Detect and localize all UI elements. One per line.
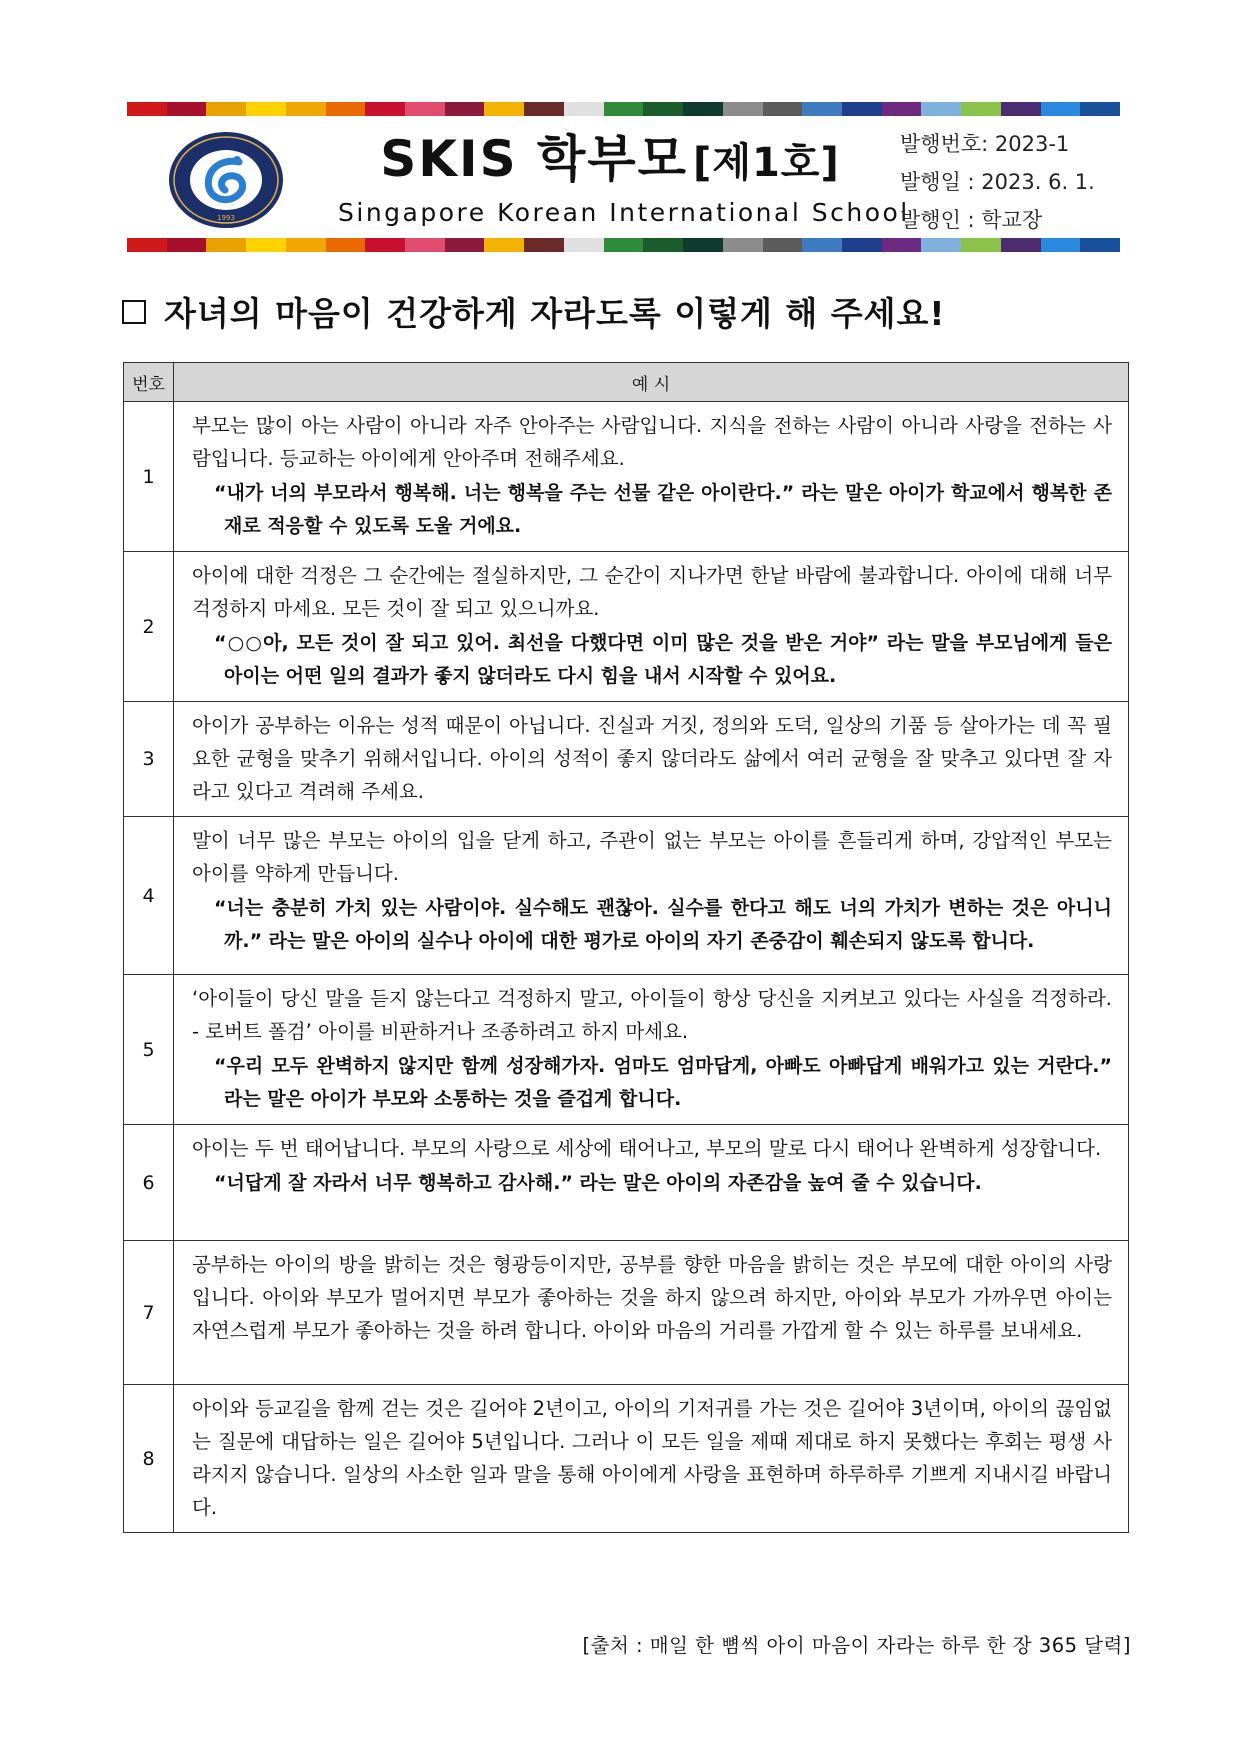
- stripe-segment: [405, 238, 445, 252]
- example-text: ‘아이들이 당신 말을 듣지 않는다고 걱정하지 말고, 아이들이 항상 당신을 지켜보고 있다는 사실을 걱정하라. - 로버트 폴검’ 아이를 비판하거나 조종하려고 하지 마세요.: [192, 987, 1112, 1043]
- publication-number: 발행번호: 2023-1: [900, 132, 1070, 156]
- stripe-segment: [723, 102, 763, 116]
- stripe-segment: [1001, 238, 1041, 252]
- stripe-segment: [1041, 238, 1081, 252]
- stripe-segment: [524, 238, 564, 252]
- row-number: 3: [124, 702, 174, 817]
- stripe-segment: [763, 102, 803, 116]
- row-number: 7: [124, 1241, 174, 1385]
- example-text: 부모는 많이 아는 사람이 아니라 자주 안아주는 사람입니다. 지식을 전하는 사람이 아니라 사랑을 전하는 사람입니다. 등교하는 아이에게 안아주며 전해주세요.: [192, 414, 1112, 470]
- example-quote: “우리 모두 완벽하지 않지만 함께 성장해가자. 엄마도 엄마답게, 아빠도 아빠답게 배워가고 있는 거란다.” 라는 말은 아이가 부모와 소통하는 것을 즐겁게 합니다.: [214, 1055, 1112, 1110]
- stripe-segment: [206, 238, 246, 252]
- stripe-segment: [246, 102, 286, 116]
- row-content: [174, 1241, 1129, 1385]
- issue-number: [제1호]: [693, 140, 840, 186]
- row-content: [174, 402, 1129, 552]
- stripe-segment: [921, 238, 961, 252]
- color-stripe-bottom: [127, 238, 1120, 252]
- school-name: Singapore Korean International School: [338, 198, 910, 227]
- stripe-segment: [326, 102, 366, 116]
- stripe-segment: [286, 238, 326, 252]
- stripe-segment: [127, 102, 167, 116]
- example-text: 말이 너무 많은 부모는 아이의 입을 닫게 하고, 주관이 없는 부모는 아이를 흔들리게 하며, 강압적인 부모는 아이를 약하게 만듭니다.: [192, 829, 1112, 885]
- title-main: SKIS 학부모: [380, 130, 688, 188]
- table-row: [124, 1125, 1129, 1241]
- stripe-segment: [167, 238, 207, 252]
- stripe-segment: [445, 238, 485, 252]
- examples-table: [123, 362, 1129, 1533]
- stripe-segment: [365, 238, 405, 252]
- stripe-segment: [484, 102, 524, 116]
- example-text: 아이에 대한 걱정은 그 순간에는 절실하지만, 그 순간이 지나가면 한낱 바람에 불과합니다. 아이에 대해 너무 걱정하지 마세요. 모든 것이 잘 되고 있으니까요.: [192, 564, 1112, 620]
- stripe-segment: [643, 102, 683, 116]
- stripe-segment: [1080, 102, 1120, 116]
- row-content: [174, 702, 1129, 817]
- stripe-segment: [604, 238, 644, 252]
- header-example: 예 시: [174, 363, 1129, 402]
- table-row: [124, 1385, 1129, 1533]
- newsletter-title: [330, 128, 890, 190]
- stripe-segment: [802, 102, 842, 116]
- table-body: [124, 402, 1129, 1533]
- table-row: [124, 702, 1129, 817]
- table-row: [124, 1241, 1129, 1385]
- stripe-segment: [723, 238, 763, 252]
- table-row: [124, 402, 1129, 552]
- stripe-segment: [286, 102, 326, 116]
- school-logo-icon: [167, 130, 285, 230]
- stripe-segment: [246, 238, 286, 252]
- stripe-segment: [961, 238, 1001, 252]
- example-quote: “너는 충분히 가치 있는 사람이야. 실수해도 괜찮아. 실수를 한다고 해도 너의 가치가 변하는 것은 아니니까.” 라는 말은 아이의 실수나 아이에 대한 평가로 아이의 자기 존중감이 훼손되지 않도록 합니다.: [214, 897, 1112, 952]
- example-quote: “○○아, 모든 것이 잘 되고 있어. 최선을 다했다면 이미 많은 것을 받은 거야” 라는 말을 부모님에게 들은 아이는 어떤 일의 결과가 좋지 않더라도 다시 힘을 내서 시작할 수 있어요.: [214, 632, 1112, 687]
- table-header-row: [124, 363, 1129, 402]
- table-row: [124, 552, 1129, 702]
- publisher: 발행인 : 학교장: [900, 208, 1043, 232]
- example-quote: “너답게 잘 자라서 너무 행복하고 감사해.” 라는 말은 아이의 자존감을 높여 줄 수 있습니다.: [214, 1172, 982, 1194]
- row-content: [174, 1385, 1129, 1533]
- quote-block: [192, 477, 1112, 543]
- color-stripe-top: [127, 102, 1120, 116]
- logo-year: 1993: [217, 214, 235, 222]
- row-number: 8: [124, 1385, 174, 1533]
- example-quote: “내가 너의 부모라서 행복해. 너는 행복을 주는 선물 같은 아이란다.” 라는 말은 아이가 학교에서 행복한 존재로 적응할 수 있도록 도울 거에요.: [214, 482, 1112, 537]
- stripe-segment: [564, 238, 604, 252]
- row-content: [174, 975, 1129, 1125]
- stripe-segment: [127, 238, 167, 252]
- section-heading: [122, 288, 945, 335]
- stripe-segment: [961, 102, 1001, 116]
- row-number: 2: [124, 552, 174, 702]
- row-content: [174, 817, 1129, 975]
- stripe-segment: [921, 102, 961, 116]
- publication-date: 발행일 : 2023. 6. 1.: [900, 170, 1095, 194]
- stripe-segment: [326, 238, 366, 252]
- stripe-segment: [604, 102, 644, 116]
- stripe-segment: [882, 102, 922, 116]
- stripe-segment: [683, 102, 723, 116]
- example-text: 아이가 공부하는 이유는 성적 때문이 아닙니다. 진실과 거짓, 정의와 도덕, 일상의 기품 등 살아가는 데 꼭 필요한 균형을 맞추기 위해서입니다. 아이의 성적이 좋지 않더라도 삶에서 여러 균형을 잘 맞추고 있다면 잘 자라고 있다고 격려해 주세요.: [192, 714, 1112, 803]
- quote-block: [192, 1167, 1112, 1200]
- stripe-segment: [842, 102, 882, 116]
- stripe-segment: [1001, 102, 1041, 116]
- empty-square-icon: [122, 300, 146, 324]
- stripe-segment: [206, 102, 246, 116]
- stripe-segment: [445, 102, 485, 116]
- table-row: [124, 975, 1129, 1125]
- example-text: 공부하는 아이의 방을 밝히는 것은 형광등이지만, 공부를 향한 마음을 밝히는 것은 부모에 대한 아이의 사랑입니다. 아이와 부모가 멀어지면 부모가 좋아하는 것을 하지 않으려 하지만, 아이와 부모가 가까우면 아이는 자연스럽게 부모가 좋아하는 것을 하려 합니다. 아이와 마음의 거리를 가깝게 할 수 있는 하루를 보내세요.: [192, 1253, 1112, 1342]
- heading-text: 자녀의 마음이 건강하게 자라도록 이렇게 해 주세요!: [164, 294, 946, 333]
- stripe-segment: [643, 238, 683, 252]
- table-row: [124, 817, 1129, 975]
- example-text: 아이는 두 번 태어납니다. 부모의 사랑으로 세상에 태어나고, 부모의 말로 다시 태어나 완벽하게 성장합니다.: [192, 1137, 1102, 1160]
- stripe-segment: [802, 238, 842, 252]
- stripe-segment: [882, 238, 922, 252]
- stripe-segment: [564, 102, 604, 116]
- stripe-segment: [484, 238, 524, 252]
- stripe-segment: [405, 102, 445, 116]
- stripe-segment: [842, 238, 882, 252]
- example-text: 아이와 등교길을 함께 걷는 것은 길어야 2년이고, 아이의 기저귀를 가는 것은 길어야 3년이며, 아이의 끊임없는 질문에 대답하는 일은 길어야 5년입니다. 그러나 이 모든 일을 제때 제대로 하지 못했다는 후회는 평생 사라지지 않습니다. 일상의 사소한 일과 말을 통해 아이에게 사랑을 표현하며 하루하루 기쁘게 지내시길 바랍니다.: [192, 1397, 1112, 1519]
- row-content: [174, 1125, 1129, 1241]
- stripe-segment: [683, 238, 723, 252]
- row-number: 6: [124, 1125, 174, 1241]
- row-number: 4: [124, 817, 174, 975]
- stripe-segment: [365, 102, 405, 116]
- quote-block: [192, 1050, 1112, 1116]
- row-number: 1: [124, 402, 174, 552]
- header-number: 번호: [124, 363, 174, 402]
- quote-block: [192, 892, 1112, 958]
- quote-block: [192, 627, 1112, 693]
- stripe-segment: [1041, 102, 1081, 116]
- row-content: [174, 552, 1129, 702]
- stripe-segment: [524, 102, 564, 116]
- source-citation: [출처 : 매일 한 뼘씩 아이 마음이 자라는 하루 한 장 365 달력]: [582, 1634, 1131, 1657]
- stripe-segment: [1080, 238, 1120, 252]
- stripe-segment: [167, 102, 207, 116]
- stripe-segment: [763, 238, 803, 252]
- row-number: 5: [124, 975, 174, 1125]
